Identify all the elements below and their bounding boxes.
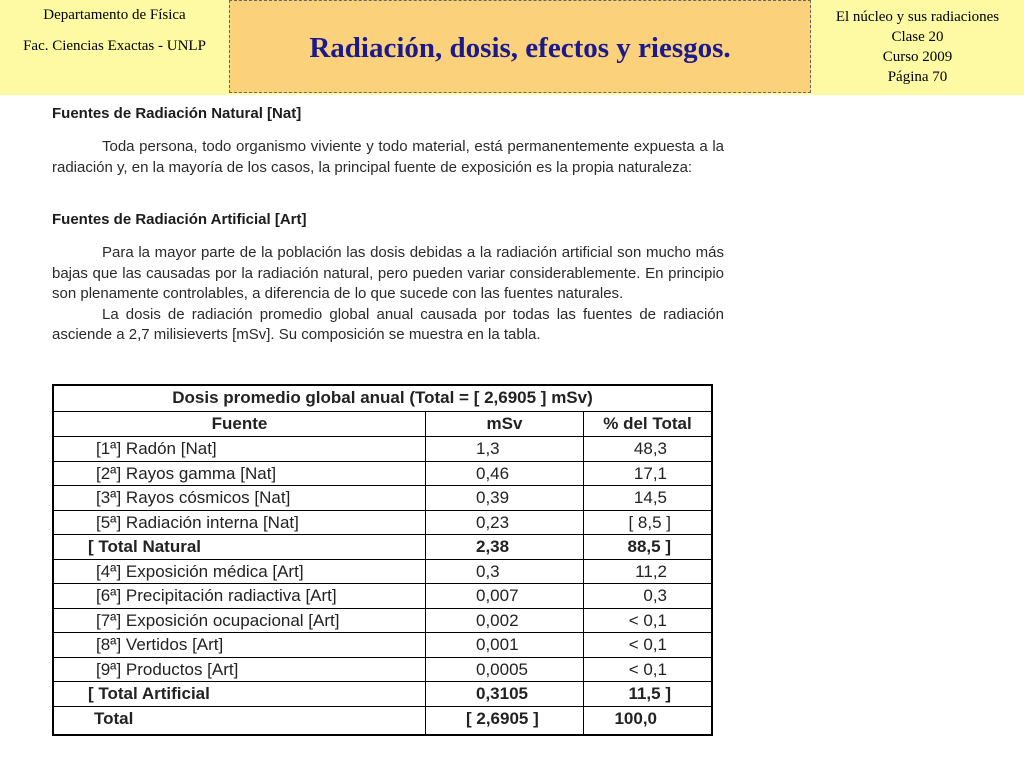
cell-fuente: [8ª] Vertidos [Art] [96, 635, 224, 654]
cell-fuente: Total [94, 708, 134, 728]
cell-msv: 0,002 [425, 609, 583, 633]
cell-fuente: [3ª] Rayos cósmicos [Nat] [96, 488, 291, 507]
table-caption: Dosis promedio global anual (Total = [ 2,6905 ] mSv) [172, 388, 593, 407]
cell-msv: 0,46 [425, 462, 583, 486]
cell-fuente: [9ª] Productos [Art] [96, 659, 239, 679]
cell-msv: [ 2,6905 ] [425, 707, 583, 735]
natural-text: Toda persona, todo organismo viviente y todo material, está permanentemente expuesta a la radiación y, en la mayoría de los casos, la principal fuente de exposición es la propia naturaleza: [52, 138, 724, 176]
table-row-total [54, 706, 711, 735]
table-row [54, 510, 711, 535]
cell-percent: [ 8,5 ] [583, 511, 711, 535]
cell-percent: 88,5 ] [583, 535, 711, 559]
table-row [54, 559, 711, 584]
cell-fuente: [4ª] Exposición médica [Art] [96, 561, 304, 581]
class-number: Clase 20 [891, 29, 944, 45]
cell-msv: 0,0005 [425, 658, 583, 682]
table-row [54, 461, 711, 486]
cell-fuente: [1ª] Radón [Nat] [96, 439, 217, 458]
course-year: Curso 2009 [882, 49, 953, 65]
table-row [54, 657, 711, 682]
cell-fuente: [ Total Natural [88, 537, 202, 556]
table-row [54, 485, 711, 510]
cell-percent: 100,0 [583, 707, 711, 735]
cell-percent: 14,5 [583, 486, 711, 510]
header-left [0, 0, 229, 95]
cell-fuente: [2ª] Rayos gamma [Nat] [96, 463, 277, 483]
header-right [811, 0, 1024, 95]
dose-table [52, 384, 713, 736]
table-row [54, 583, 711, 608]
cell-msv: 0,007 [425, 584, 583, 608]
table-row [54, 436, 711, 461]
natural-section-text [52, 137, 724, 178]
cell-percent: < 0,1 [583, 633, 711, 657]
table-row-total-natural [54, 534, 711, 559]
cell-percent: 17,1 [583, 462, 711, 486]
cell-msv: 0,3105 [425, 682, 583, 706]
course-topic: El núcleo y sus radiaciones [835, 9, 1000, 25]
table-row [54, 632, 711, 657]
artificial-section-text [52, 243, 724, 346]
header-band [0, 0, 1024, 95]
page-number: Página 70 [887, 69, 948, 85]
artificial-text-1: Para la mayor parte de la población las dosis debidas a la radiación artificial son mucho más bajas que las causadas por la radiación natural, pero pueden variar considerablemente. En principio son plenamente controlables, a diferencia de lo que sucede con las fuentes naturales. [52, 244, 724, 302]
cell-msv: 0,39 [425, 486, 583, 510]
table-row [54, 608, 711, 633]
cell-msv: 0,3 [425, 560, 583, 584]
table-caption-row [54, 386, 711, 411]
cell-percent: 11,5 ] [583, 682, 711, 706]
cell-fuente: [7ª] Exposición ocupacional [Art] [96, 610, 340, 630]
cell-percent: 11,2 [583, 560, 711, 584]
cell-msv: 0,001 [425, 633, 583, 657]
cell-percent: < 0,1 [583, 609, 711, 633]
cell-msv: 2,38 [425, 535, 583, 559]
cell-fuente: [5ª] Radiación interna [Nat] [96, 512, 299, 532]
cell-msv: 1,3 [425, 437, 583, 461]
cell-fuente: [6ª] Precipitación radiactiva [Art] [96, 586, 337, 605]
header-percent: % del Total [583, 412, 711, 436]
cell-percent: 48,3 [583, 437, 711, 461]
table-header-row [54, 411, 711, 436]
natural-section-title: Fuentes de Radiación Natural [Nat] [52, 105, 302, 122]
faculty-label: Fac. Ciencias Exactas - UNLP [23, 38, 206, 54]
table-row-total-artificial [54, 681, 711, 706]
department-label: Departamento de Física [43, 7, 186, 23]
artificial-text-2: La dosis de radiación promedio global anual causada por todas las fuentes de radiación asciende a 2,7 milisieverts [mSv]. Su composición se muestra en la tabla. [52, 305, 724, 343]
cell-percent: 0,3 [583, 584, 711, 608]
header-fuente: Fuente [211, 414, 268, 433]
page-title: Radiación, dosis, efectos y riesgos. [309, 32, 731, 64]
header-msv: mSv [425, 412, 583, 436]
cell-percent: < 0,1 [583, 658, 711, 682]
title-box [229, 0, 811, 93]
cell-fuente: [ Total Artificial [88, 684, 210, 703]
artificial-section-title: Fuentes de Radiación Artificial [Art] [52, 211, 307, 228]
cell-msv: 0,23 [425, 511, 583, 535]
